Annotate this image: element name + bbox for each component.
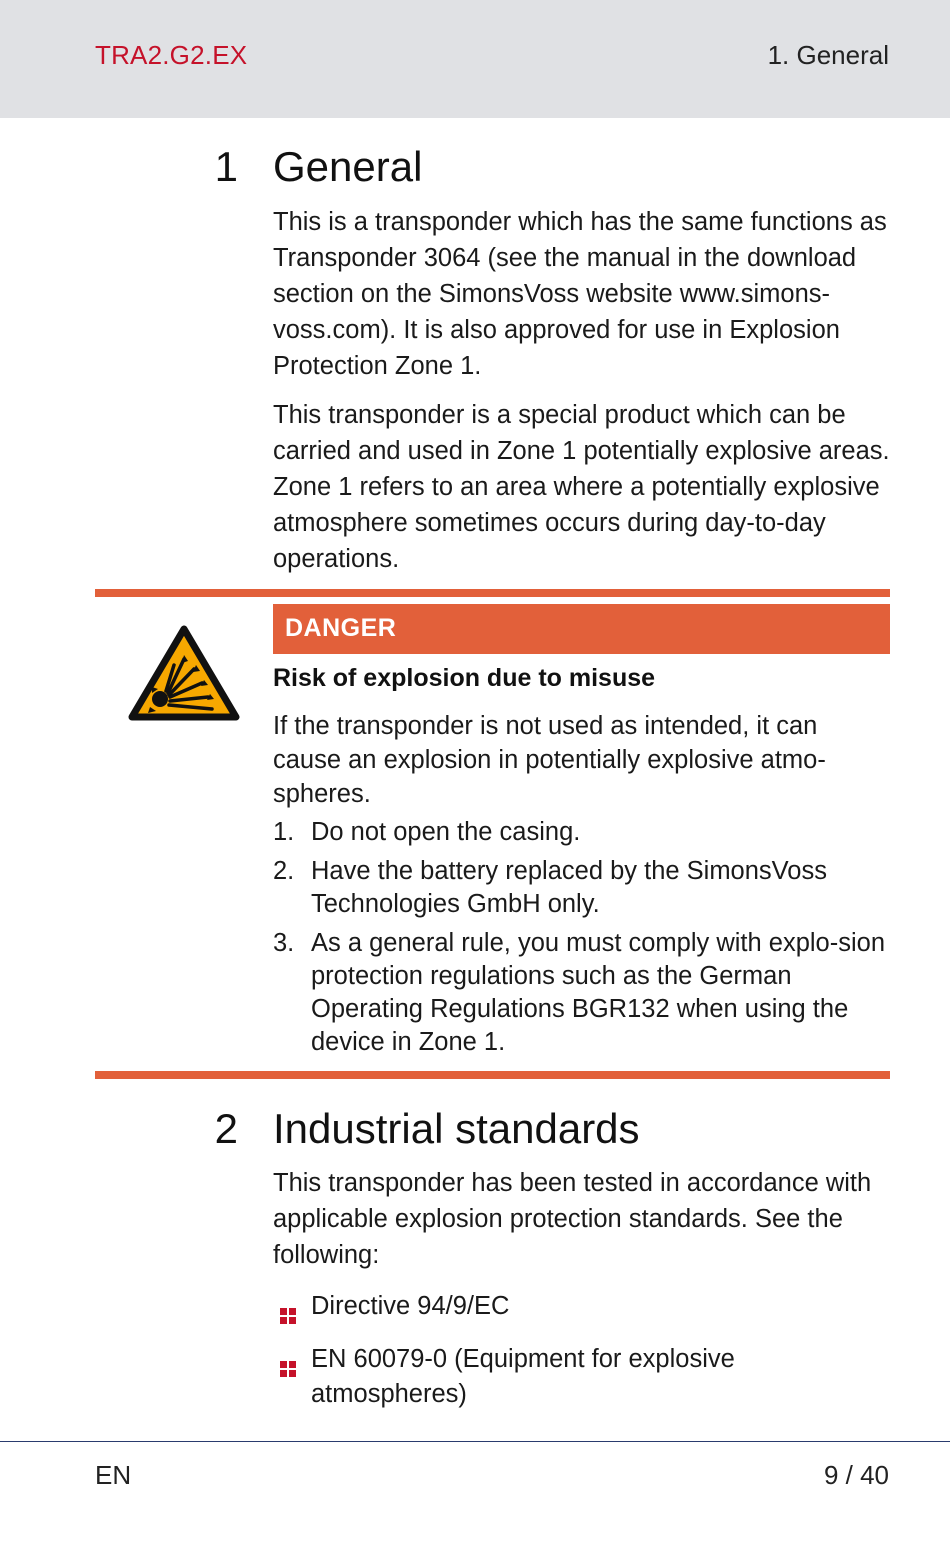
danger-title: Risk of explosion due to misuse <box>273 664 656 692</box>
section-title: General <box>273 143 423 190</box>
section-title: Industrial standards <box>273 1105 640 1152</box>
paragraph: This transponder is a special product which can be carried and used in Zone 1 potentially explosive areas. Zone 1 refers to an area where a potentially explosive atmosphere sometimes occurs during day-to-day operations. <box>273 401 890 573</box>
footer-rule <box>0 1441 950 1442</box>
bullet-icon <box>280 1299 296 1315</box>
page-number: 9 / 40 <box>823 1460 889 1490</box>
section-number: 1 <box>214 143 238 190</box>
footer-language: EN <box>95 1460 132 1490</box>
page-header <box>0 0 950 118</box>
step-text: Have the battery replaced by the SimonsVoss Technologies GmbH only. <box>311 857 827 918</box>
step-text: As a general rule, you must comply with explo-sion protection regulations such as the German Operating Regulations BGR132 when using the device in Zone 1. <box>311 929 886 1056</box>
danger-top-rule <box>95 589 890 597</box>
paragraph: This transponder has been tested in accordance with applicable explosion protection standards. See the following: <box>273 1169 872 1269</box>
paragraph: This is a transponder which has the same functions as Transponder 3064 (see the manual in the download section on the SimonsVoss website www.simons-voss.com). It is also approved for use in Explosion Protection Zone 1. <box>273 208 887 380</box>
bullet-item <box>273 1289 890 1325</box>
bullet-icon <box>280 1352 296 1368</box>
step-item <box>273 816 890 850</box>
explosive-warning-icon <box>128 625 240 723</box>
chapter-title: 1. General <box>767 40 889 70</box>
step-number: 2. <box>273 857 295 885</box>
step-text: Do not open the casing. <box>311 818 581 846</box>
section-number: 2 <box>214 1105 238 1152</box>
step-item <box>273 855 890 921</box>
danger-bar <box>273 604 890 654</box>
step-number: 1. <box>273 818 295 846</box>
danger-label: DANGER <box>285 614 397 642</box>
danger-text: If the transponder is not used as intended, it can cause an explosion in potentially explosive atmo-spheres. <box>273 712 826 808</box>
bullet-text: Directive 94/9/EC <box>311 1292 510 1320</box>
danger-bottom-rule <box>95 1071 890 1079</box>
step-number: 3. <box>273 929 295 957</box>
step-item <box>273 927 890 1059</box>
bullet-text: EN 60079-0 (Equipment for explosive atmospheres) <box>311 1345 735 1408</box>
document-code: TRA2.G2.EX <box>95 40 248 70</box>
bullet-item <box>273 1342 890 1414</box>
